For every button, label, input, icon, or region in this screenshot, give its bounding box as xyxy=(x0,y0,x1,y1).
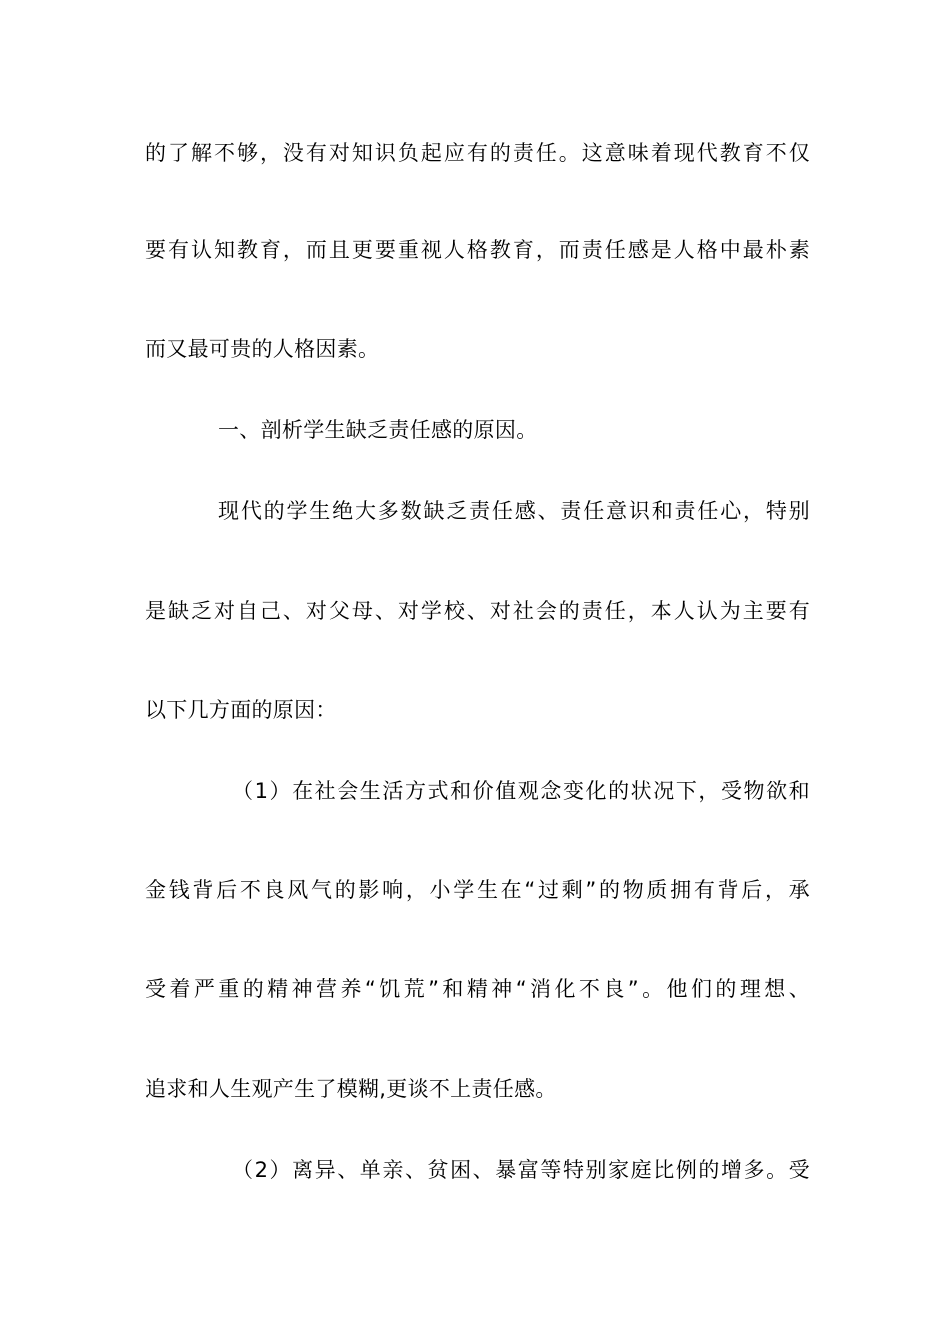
paragraph-line-5: 现代的学生绝大多数缺乏责任感、责任意识和责任心，特别 xyxy=(218,499,810,523)
paragraph-line-3: 而又最可贵的人格因素。 xyxy=(145,337,380,361)
section-heading: 一、剖析学生缺乏责任感的原因。 xyxy=(218,418,538,442)
list-item-2-line-1: （2）离异、单亲、贫困、暴富等特别家庭比例的增多。受 xyxy=(232,1158,810,1182)
list-item-1-line-2: 金钱背后不良风气的影响，小学生在“过剩”的物质拥有背后，承 xyxy=(145,878,810,902)
paragraph-line-7: 以下几方面的原因： xyxy=(145,698,337,722)
list-item-1-line-4: 追求和人生观产生了模糊,更谈不上责任感。 xyxy=(145,1077,557,1101)
paragraph-line-6: 是缺乏对自己、对父母、对学校、对社会的责任，本人认为主要有 xyxy=(145,599,810,623)
paragraph-line-2: 要有认知教育，而且更要重视人格教育，而责任感是人格中最朴素 xyxy=(145,238,810,262)
list-item-1-line-1: （1）在社会生活方式和价值观念变化的状况下，受物欲和 xyxy=(232,779,810,803)
list-item-1-line-3: 受着严重的精神营养“饥荒”和精神“消化不良”。他们的理想、 xyxy=(145,977,810,1001)
paragraph-line-1: 的了解不够，没有对知识负起应有的责任。这意味着现代教育不仅 xyxy=(145,141,810,165)
